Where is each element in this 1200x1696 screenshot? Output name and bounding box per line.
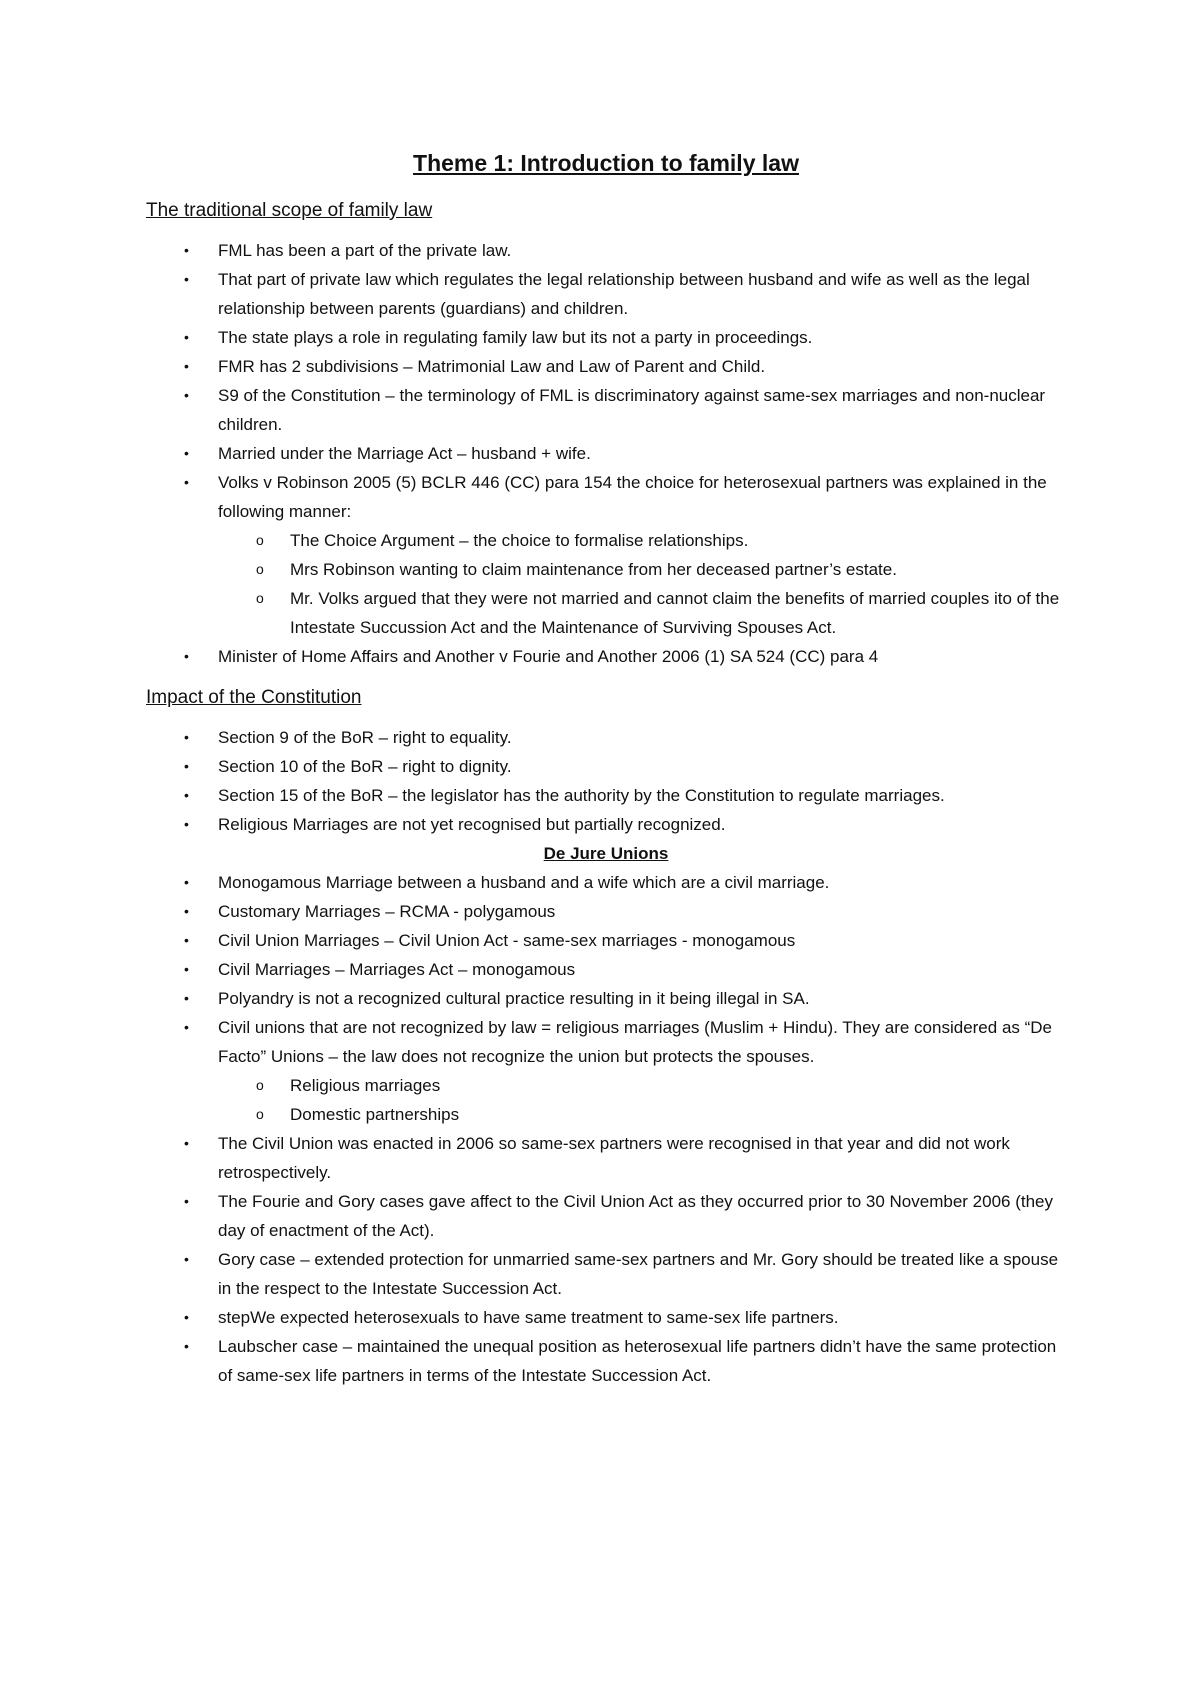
section-heading-traditional-scope: The traditional scope of family law	[146, 200, 433, 221]
bullet-icon: •	[184, 932, 189, 948]
bullet-icon: •	[184, 874, 189, 890]
list-item: • stepWe expected heterosexuals to have same treatment to same-sex life partners.	[146, 1303, 1066, 1332]
constitution-list	[146, 723, 1066, 839]
list-item: • Civil Union Marriages – Civil Union Act - same-sex marriages - monogamous	[146, 926, 1066, 955]
list-item: • The state plays a role in regulating family law but its not a party in proceedings.	[146, 323, 1066, 352]
list-item: • Civil unions that are not recognized by law = religious marriages (Muslim + Hindu). They are considered as “De Facto” Unions – the law does not recognize the union but protects the spouses. o Religious marriages o Domestic partnerships	[146, 1013, 1066, 1129]
volks-sublist	[218, 526, 1066, 642]
sub-list-item: o Religious marriages	[218, 1071, 1066, 1100]
bullet-icon: •	[184, 990, 189, 1006]
list-item: • FMR has 2 subdivisions – Matrimonial Law and Law of Parent and Child.	[146, 352, 1066, 381]
circle-bullet-icon: o	[256, 1106, 264, 1122]
list-item: • Customary Marriages – RCMA - polygamous	[146, 897, 1066, 926]
list-item: • The Fourie and Gory cases gave affect to the Civil Union Act as they occurred prior to 30 November 2006 (they day of enactment of the Act).	[146, 1187, 1066, 1245]
bullet-icon: •	[184, 445, 189, 461]
sub-list-item: o The Choice Argument – the choice to formalise relationships.	[218, 526, 1066, 555]
list-item: • S9 of the Constitution – the terminology of FML is discriminatory against same-sex marriages and non-nuclear children.	[146, 381, 1066, 439]
bullet-icon: •	[184, 387, 189, 403]
bullet-icon: •	[184, 474, 189, 490]
section-heading-impact-constitution: Impact of the Constitution	[146, 687, 362, 708]
page-title: Theme 1: Introduction to family law	[413, 150, 799, 176]
bullet-icon: •	[184, 758, 189, 774]
list-item: • FML has been a part of the private law.	[146, 236, 1066, 265]
list-item: • Laubscher case – maintained the unequal position as heterosexual life partners didn’t have the same protection of same-sex life partners in terms of the Intestate Succession Act.	[146, 1332, 1066, 1390]
bullet-icon: •	[184, 1309, 189, 1325]
sub-list-item: o Domestic partnerships	[218, 1100, 1066, 1129]
list-item: • That part of private law which regulates the legal relationship between husband and wife as well as the legal relationship between parents (guardians) and children.	[146, 265, 1066, 323]
bullet-icon: •	[184, 903, 189, 919]
bullet-icon: •	[184, 358, 189, 374]
circle-bullet-icon: o	[256, 561, 264, 577]
bullet-icon: •	[184, 1019, 189, 1035]
circle-bullet-icon: o	[256, 532, 264, 548]
list-item: • Married under the Marriage Act – husband + wife.	[146, 439, 1066, 468]
list-item: • Monogamous Marriage between a husband and a wife which are a civil marriage.	[146, 868, 1066, 897]
document-body	[146, 148, 1066, 1390]
bullet-icon: •	[184, 1193, 189, 1209]
bullet-icon: •	[184, 271, 189, 287]
list-item: • The Civil Union was enacted in 2006 so same-sex partners were recognised in that year and did not work retrospectively.	[146, 1129, 1066, 1187]
bullet-icon: •	[184, 329, 189, 345]
list-item: • Gory case – extended protection for unmarried same-sex partners and Mr. Gory should be treated like a spouse in the respect to the Intestate Succession Act.	[146, 1245, 1066, 1303]
bullet-icon: •	[184, 729, 189, 745]
sub-list-item: o Mr. Volks argued that they were not married and cannot claim the benefits of married couples ito of the Intestate Succussion Act and the Maintenance of Surviving Spouses Act.	[218, 584, 1066, 642]
bullet-icon: •	[184, 242, 189, 258]
bullet-icon: •	[184, 1338, 189, 1354]
circle-bullet-icon: o	[256, 1077, 264, 1093]
bullet-icon: •	[184, 1135, 189, 1151]
de-facto-sublist	[218, 1071, 1066, 1129]
list-item: • Civil Marriages – Marriages Act – monogamous	[146, 955, 1066, 984]
list-item: • Polyandry is not a recognized cultural practice resulting in it being illegal in SA.	[146, 984, 1066, 1013]
de-jure-unions-list	[146, 868, 1066, 1390]
bullet-icon: •	[184, 816, 189, 832]
bullet-icon: •	[184, 787, 189, 803]
list-item: • Volks v Robinson 2005 (5) BCLR 446 (CC) para 154 the choice for heterosexual partners was explained in the following manner: o The Choice Argument – the choice to formalise relationships. o Mrs Robinson wanting to claim maintenance from her deceased partner’s estate. o Mr. Volks argued that they were not married and cannot claim the benefits of married couples ito of the Intestate Succussion Act and the Maintenance of Surviving Spouses Act.	[146, 468, 1066, 642]
list-item: • Religious Marriages are not yet recognised but partially recognized.	[146, 810, 1066, 839]
sub-list-item: o Mrs Robinson wanting to claim maintenance from her deceased partner’s estate.	[218, 555, 1066, 584]
list-item: • Section 15 of the BoR – the legislator has the authority by the Constitution to regulate marriages.	[146, 781, 1066, 810]
list-item: • Section 9 of the BoR – right to equality.	[146, 723, 1066, 752]
traditional-scope-list	[146, 236, 1066, 671]
bullet-icon: •	[184, 648, 189, 664]
list-item: • Minister of Home Affairs and Another v Fourie and Another 2006 (1) SA 524 (CC) para 4	[146, 642, 1066, 671]
list-item: • Section 10 of the BoR – right to dignity.	[146, 752, 1066, 781]
bullet-icon: •	[184, 961, 189, 977]
circle-bullet-icon: o	[256, 590, 264, 606]
subheading-de-jure-unions: De Jure Unions	[543, 844, 669, 863]
bullet-icon: •	[184, 1251, 189, 1267]
